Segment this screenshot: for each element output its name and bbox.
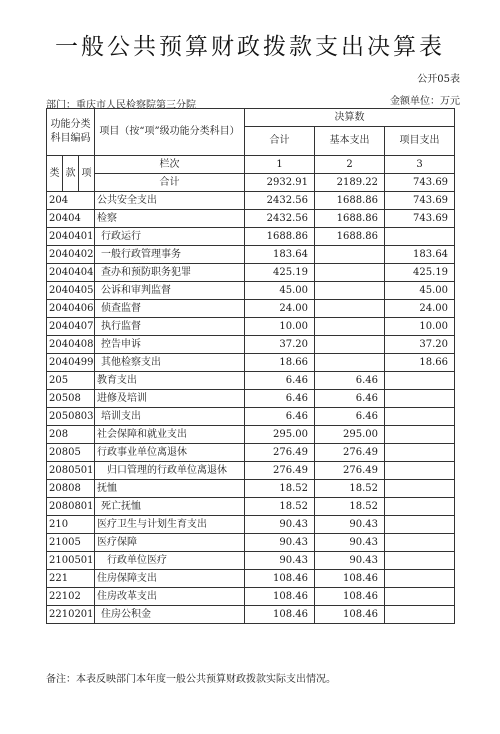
header-basic: 基本支出 bbox=[315, 127, 385, 156]
table-row bbox=[47, 228, 455, 246]
row-total: 2432.56 bbox=[245, 210, 315, 228]
row-basic: 295.00 bbox=[315, 426, 385, 444]
row-name: 执行监督 bbox=[95, 318, 245, 336]
table-row bbox=[47, 408, 455, 426]
row-proj: 18.66 bbox=[385, 354, 455, 372]
row-name: 住房改革支出 bbox=[95, 588, 245, 606]
row-total: 24.00 bbox=[245, 300, 315, 318]
row-name: 进修及培训 bbox=[95, 390, 245, 408]
table-row bbox=[47, 516, 455, 534]
header-total: 合计 bbox=[245, 127, 315, 156]
table-row bbox=[47, 390, 455, 408]
table-row bbox=[47, 444, 455, 462]
row-total: 276.49 bbox=[245, 462, 315, 480]
amount-unit: 金额单位：万元 bbox=[390, 96, 460, 107]
row-proj bbox=[385, 372, 455, 390]
table-row bbox=[47, 264, 455, 282]
table-row bbox=[47, 480, 455, 498]
row-code: 20508 bbox=[47, 390, 95, 408]
table-row bbox=[47, 372, 455, 390]
row-code: 2040499 bbox=[47, 354, 95, 372]
row-total: 90.43 bbox=[245, 534, 315, 552]
row-proj bbox=[385, 480, 455, 498]
row-proj: 45.00 bbox=[385, 282, 455, 300]
row-basic: 108.46 bbox=[315, 588, 385, 606]
row-code: 2080801 bbox=[47, 498, 95, 516]
table-row bbox=[47, 210, 455, 228]
row-code: 21005 bbox=[47, 534, 95, 552]
table-row bbox=[47, 588, 455, 606]
table-row bbox=[47, 354, 455, 372]
grand-basic-value: 2189.22 bbox=[315, 174, 385, 192]
row-proj bbox=[385, 444, 455, 462]
row-basic: 90.43 bbox=[315, 552, 385, 570]
row-proj bbox=[385, 570, 455, 588]
row-proj: 183.64 bbox=[385, 246, 455, 264]
row-basic: 90.43 bbox=[315, 516, 385, 534]
row-basic bbox=[315, 354, 385, 372]
row-proj bbox=[385, 228, 455, 246]
row-proj: 743.69 bbox=[385, 210, 455, 228]
row-name: 教育支出 bbox=[95, 372, 245, 390]
row-code: 20404 bbox=[47, 210, 95, 228]
header-func-code: 功能分类科目编码 bbox=[47, 109, 95, 156]
col-2: 2 bbox=[315, 156, 385, 174]
row-total: 276.49 bbox=[245, 444, 315, 462]
grand-proj-value: 743.69 bbox=[385, 174, 455, 192]
row-proj: 10.00 bbox=[385, 318, 455, 336]
row-total: 2432.56 bbox=[245, 192, 315, 210]
row-basic bbox=[315, 336, 385, 354]
row-code: 2040402 bbox=[47, 246, 95, 264]
row-name: 行政单位医疗 bbox=[95, 552, 245, 570]
row-name: 公共安全支出 bbox=[95, 192, 245, 210]
table-row bbox=[47, 606, 455, 624]
row-total: 1688.86 bbox=[245, 228, 315, 246]
row-name: 侦查监督 bbox=[95, 300, 245, 318]
row-basic: 1688.86 bbox=[315, 228, 385, 246]
row-basic: 108.46 bbox=[315, 570, 385, 588]
row-total: 295.00 bbox=[245, 426, 315, 444]
row-total: 6.46 bbox=[245, 408, 315, 426]
row-basic: 1688.86 bbox=[315, 210, 385, 228]
row-basic: 276.49 bbox=[315, 462, 385, 480]
row-name: 其他检察支出 bbox=[95, 354, 245, 372]
row-proj: 425.19 bbox=[385, 264, 455, 282]
row-total: 6.46 bbox=[245, 390, 315, 408]
row-basic bbox=[315, 282, 385, 300]
table-row bbox=[47, 462, 455, 480]
expenditure-table bbox=[46, 108, 455, 624]
row-proj bbox=[385, 516, 455, 534]
row-total: 108.46 bbox=[245, 570, 315, 588]
row-basic: 276.49 bbox=[315, 444, 385, 462]
col-3: 3 bbox=[385, 156, 455, 174]
row-proj bbox=[385, 390, 455, 408]
header-row-1 bbox=[47, 109, 455, 127]
row-name: 培训支出 bbox=[95, 408, 245, 426]
row-name: 查办和预防职务犯罪 bbox=[95, 264, 245, 282]
table-row bbox=[47, 426, 455, 444]
header-lei: 类 bbox=[47, 156, 63, 192]
row-proj bbox=[385, 534, 455, 552]
row-proj bbox=[385, 426, 455, 444]
row-code: 2040407 bbox=[47, 318, 95, 336]
row-proj bbox=[385, 498, 455, 516]
row-proj: 743.69 bbox=[385, 192, 455, 210]
table-row bbox=[47, 534, 455, 552]
row-code: 2210201 bbox=[47, 606, 95, 624]
row-name: 公诉和审判监督 bbox=[95, 282, 245, 300]
row-basic bbox=[315, 300, 385, 318]
row-basic: 18.52 bbox=[315, 498, 385, 516]
header-xiang: 项 bbox=[79, 156, 95, 192]
row-basic: 6.46 bbox=[315, 372, 385, 390]
header-kuan: 款 bbox=[63, 156, 79, 192]
table-row bbox=[47, 318, 455, 336]
row-basic: 1688.86 bbox=[315, 192, 385, 210]
row-total: 108.46 bbox=[245, 588, 315, 606]
row-name: 行政运行 bbox=[95, 228, 245, 246]
row-code: 210 bbox=[47, 516, 95, 534]
row-name: 住房保障支出 bbox=[95, 570, 245, 588]
table-row bbox=[47, 192, 455, 210]
row-proj bbox=[385, 462, 455, 480]
row-total: 18.52 bbox=[245, 498, 315, 516]
row-code: 22102 bbox=[47, 588, 95, 606]
row-total: 90.43 bbox=[245, 516, 315, 534]
row-basic: 90.43 bbox=[315, 534, 385, 552]
row-name: 控告申诉 bbox=[95, 336, 245, 354]
row-name: 社会保障和就业支出 bbox=[95, 426, 245, 444]
col-1: 1 bbox=[245, 156, 315, 174]
row-code: 20805 bbox=[47, 444, 95, 462]
form-code: 公开05表 bbox=[417, 74, 460, 85]
row-total: 18.66 bbox=[245, 354, 315, 372]
row-name: 医疗卫生与计划生育支出 bbox=[95, 516, 245, 534]
row-name: 抚恤 bbox=[95, 480, 245, 498]
row-basic bbox=[315, 246, 385, 264]
row-code: 2100501 bbox=[47, 552, 95, 570]
row-code: 221 bbox=[47, 570, 95, 588]
row-name: 医疗保障 bbox=[95, 534, 245, 552]
row-basic bbox=[315, 318, 385, 336]
row-name: 归口管理的行政单位离退休 bbox=[95, 462, 245, 480]
page-title: 一般公共预算财政拨款支出决算表 bbox=[55, 34, 445, 60]
row-total: 6.46 bbox=[245, 372, 315, 390]
grand-total-row bbox=[47, 174, 455, 192]
table-row bbox=[47, 570, 455, 588]
col-label: 栏次 bbox=[95, 156, 245, 174]
row-total: 183.64 bbox=[245, 246, 315, 264]
footnote: 备注：本表反映部门本年度一般公共预算财政拨款实际支出情况。 bbox=[46, 674, 336, 685]
row-total: 90.43 bbox=[245, 552, 315, 570]
header-project: 项目（按“项”级功能分类科目） bbox=[95, 109, 245, 156]
row-proj: 37.20 bbox=[385, 336, 455, 354]
row-proj bbox=[385, 588, 455, 606]
table-row bbox=[47, 498, 455, 516]
row-code: 2040406 bbox=[47, 300, 95, 318]
row-proj bbox=[385, 552, 455, 570]
row-name: 住房公积金 bbox=[95, 606, 245, 624]
row-basic: 6.46 bbox=[315, 390, 385, 408]
row-proj: 24.00 bbox=[385, 300, 455, 318]
row-proj bbox=[385, 408, 455, 426]
row-code: 208 bbox=[47, 426, 95, 444]
row-proj bbox=[385, 606, 455, 624]
row-total: 37.20 bbox=[245, 336, 315, 354]
row-basic: 108.46 bbox=[315, 606, 385, 624]
row-code: 2080501 bbox=[47, 462, 95, 480]
grand-total-label: 合计 bbox=[95, 174, 245, 192]
row-total: 108.46 bbox=[245, 606, 315, 624]
header-final: 决算数 bbox=[245, 109, 455, 127]
table-row bbox=[47, 300, 455, 318]
row-total: 425.19 bbox=[245, 264, 315, 282]
row-total: 18.52 bbox=[245, 480, 315, 498]
row-code: 2040405 bbox=[47, 282, 95, 300]
table-row bbox=[47, 246, 455, 264]
row-basic: 6.46 bbox=[315, 408, 385, 426]
row-code: 2040404 bbox=[47, 264, 95, 282]
grand-total-value: 2932.91 bbox=[245, 174, 315, 192]
header-proj: 项目支出 bbox=[385, 127, 455, 156]
row-name: 一般行政管理事务 bbox=[95, 246, 245, 264]
row-code: 205 bbox=[47, 372, 95, 390]
table-row bbox=[47, 552, 455, 570]
row-code: 2040401 bbox=[47, 228, 95, 246]
row-name: 检察 bbox=[95, 210, 245, 228]
row-code: 20808 bbox=[47, 480, 95, 498]
row-basic: 18.52 bbox=[315, 480, 385, 498]
row-code: 2040408 bbox=[47, 336, 95, 354]
department-name: 部门：重庆市人民检察院第三分院 bbox=[46, 100, 196, 111]
row-code: 204 bbox=[47, 192, 95, 210]
table-row bbox=[47, 336, 455, 354]
row-name: 行政事业单位离退休 bbox=[95, 444, 245, 462]
row-basic bbox=[315, 264, 385, 282]
row-total: 45.00 bbox=[245, 282, 315, 300]
row-name: 死亡抚恤 bbox=[95, 498, 245, 516]
header-row-3 bbox=[47, 156, 455, 174]
row-code: 2050803 bbox=[47, 408, 95, 426]
table-row bbox=[47, 282, 455, 300]
row-total: 10.00 bbox=[245, 318, 315, 336]
